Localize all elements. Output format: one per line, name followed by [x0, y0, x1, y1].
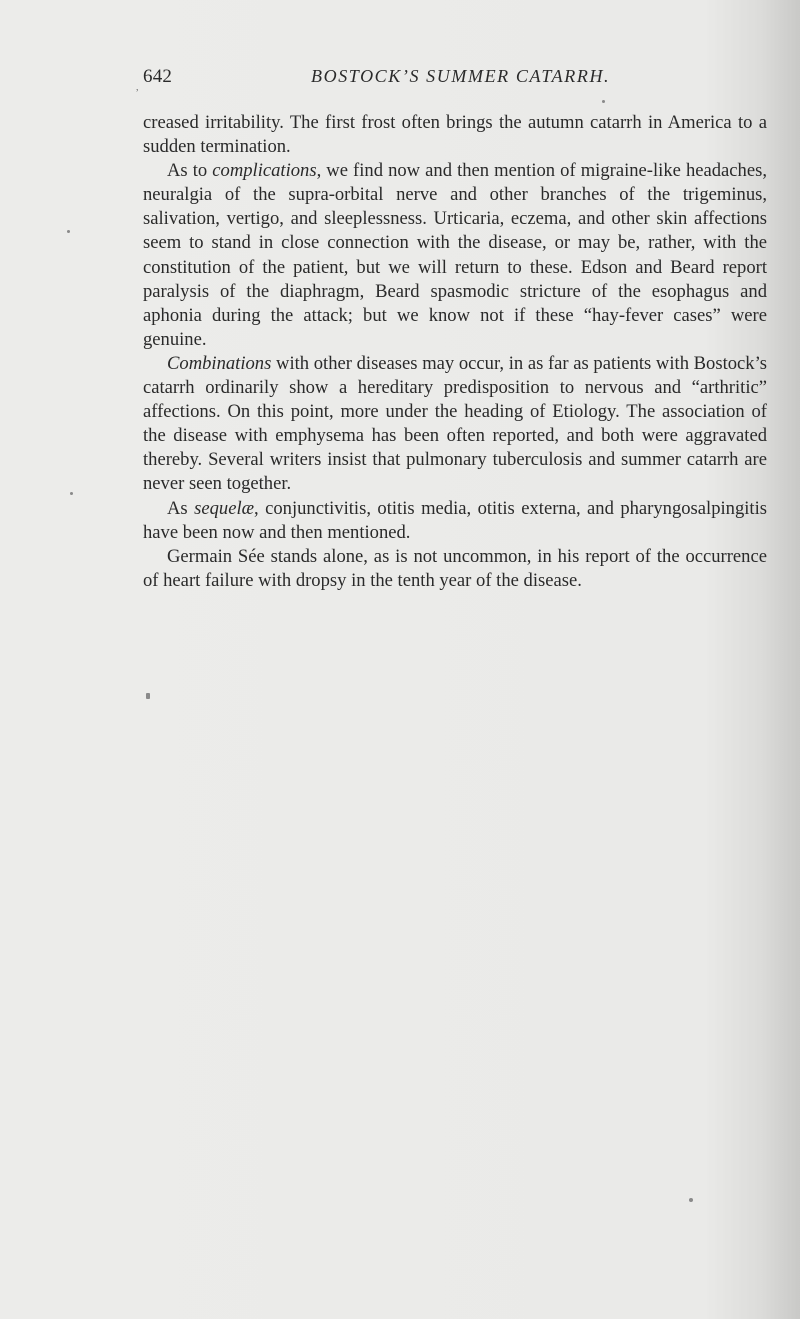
paragraph-emphasis: Combinations: [167, 352, 272, 374]
paragraph-text: , conjunctivitis, otitis media, otitis externa, and pharyngosalpingitis have been now and then mentioned.: [143, 497, 767, 543]
paragraph-continued: [143, 111, 767, 159]
body-text: [143, 111, 767, 593]
print-mark-comma: ,: [136, 82, 139, 93]
paragraph-text: with other diseases may occur, in as far as patients with Bostock’s catarrh ordinarily show a hereditary predisposition to nervous and “arthritic” affections. On this point, more under the heading of Etiology. The association of the disease with emphysema has been often reported, and both were aggravated thereby. Several writers insist that pulmonary tuberculosis and summer catarrh are never seen together.: [143, 352, 767, 495]
paragraph-text: , we find now and then mention of migraine-like headaches, neuralgia of the supra-orbital nerve and other branches of the trigeminus, salivation, vertigo, and sleeplessness. Urticaria, eczema, and other skin affections seem to stand in close connection with the disease, or may be, rather, with the constitution of the patient, but we will return to these. Edson and Beard report paralysis of the diaphragm, Beard spasmodic stricture of the esophagus and aphonia during the attack; but we know not if these “hay-fever cases” were genuine.: [143, 160, 767, 350]
print-speck: [146, 693, 150, 699]
running-title: BOSTOCK’S SUMMER CATARRH.: [311, 66, 611, 86]
paragraph-complications: [143, 159, 767, 352]
page-number: 642: [143, 66, 173, 87]
paragraph-combinations: [143, 352, 767, 497]
paragraph-text: Germain Sée stands alone, as is not uncommon, in his report of the occurrence of heart failure with dropsy in the tenth year of the disease.: [143, 545, 767, 591]
print-speck: [70, 492, 73, 495]
paragraph-germain-see: [143, 545, 767, 593]
page-header: [143, 66, 643, 90]
print-speck: [602, 100, 605, 103]
paragraph-sequelae: [143, 497, 767, 545]
paragraph-lead: As: [167, 497, 195, 519]
paragraph-text: creased irritability. The first frost often brings the autumn catarrh in America to a sudden termination.: [143, 112, 767, 158]
print-speck: [67, 230, 70, 233]
paragraph-emphasis: complications: [212, 160, 317, 182]
paragraph-lead: As to: [167, 160, 213, 182]
print-speck: [689, 1198, 693, 1202]
paragraph-emphasis: sequelæ: [194, 497, 255, 519]
